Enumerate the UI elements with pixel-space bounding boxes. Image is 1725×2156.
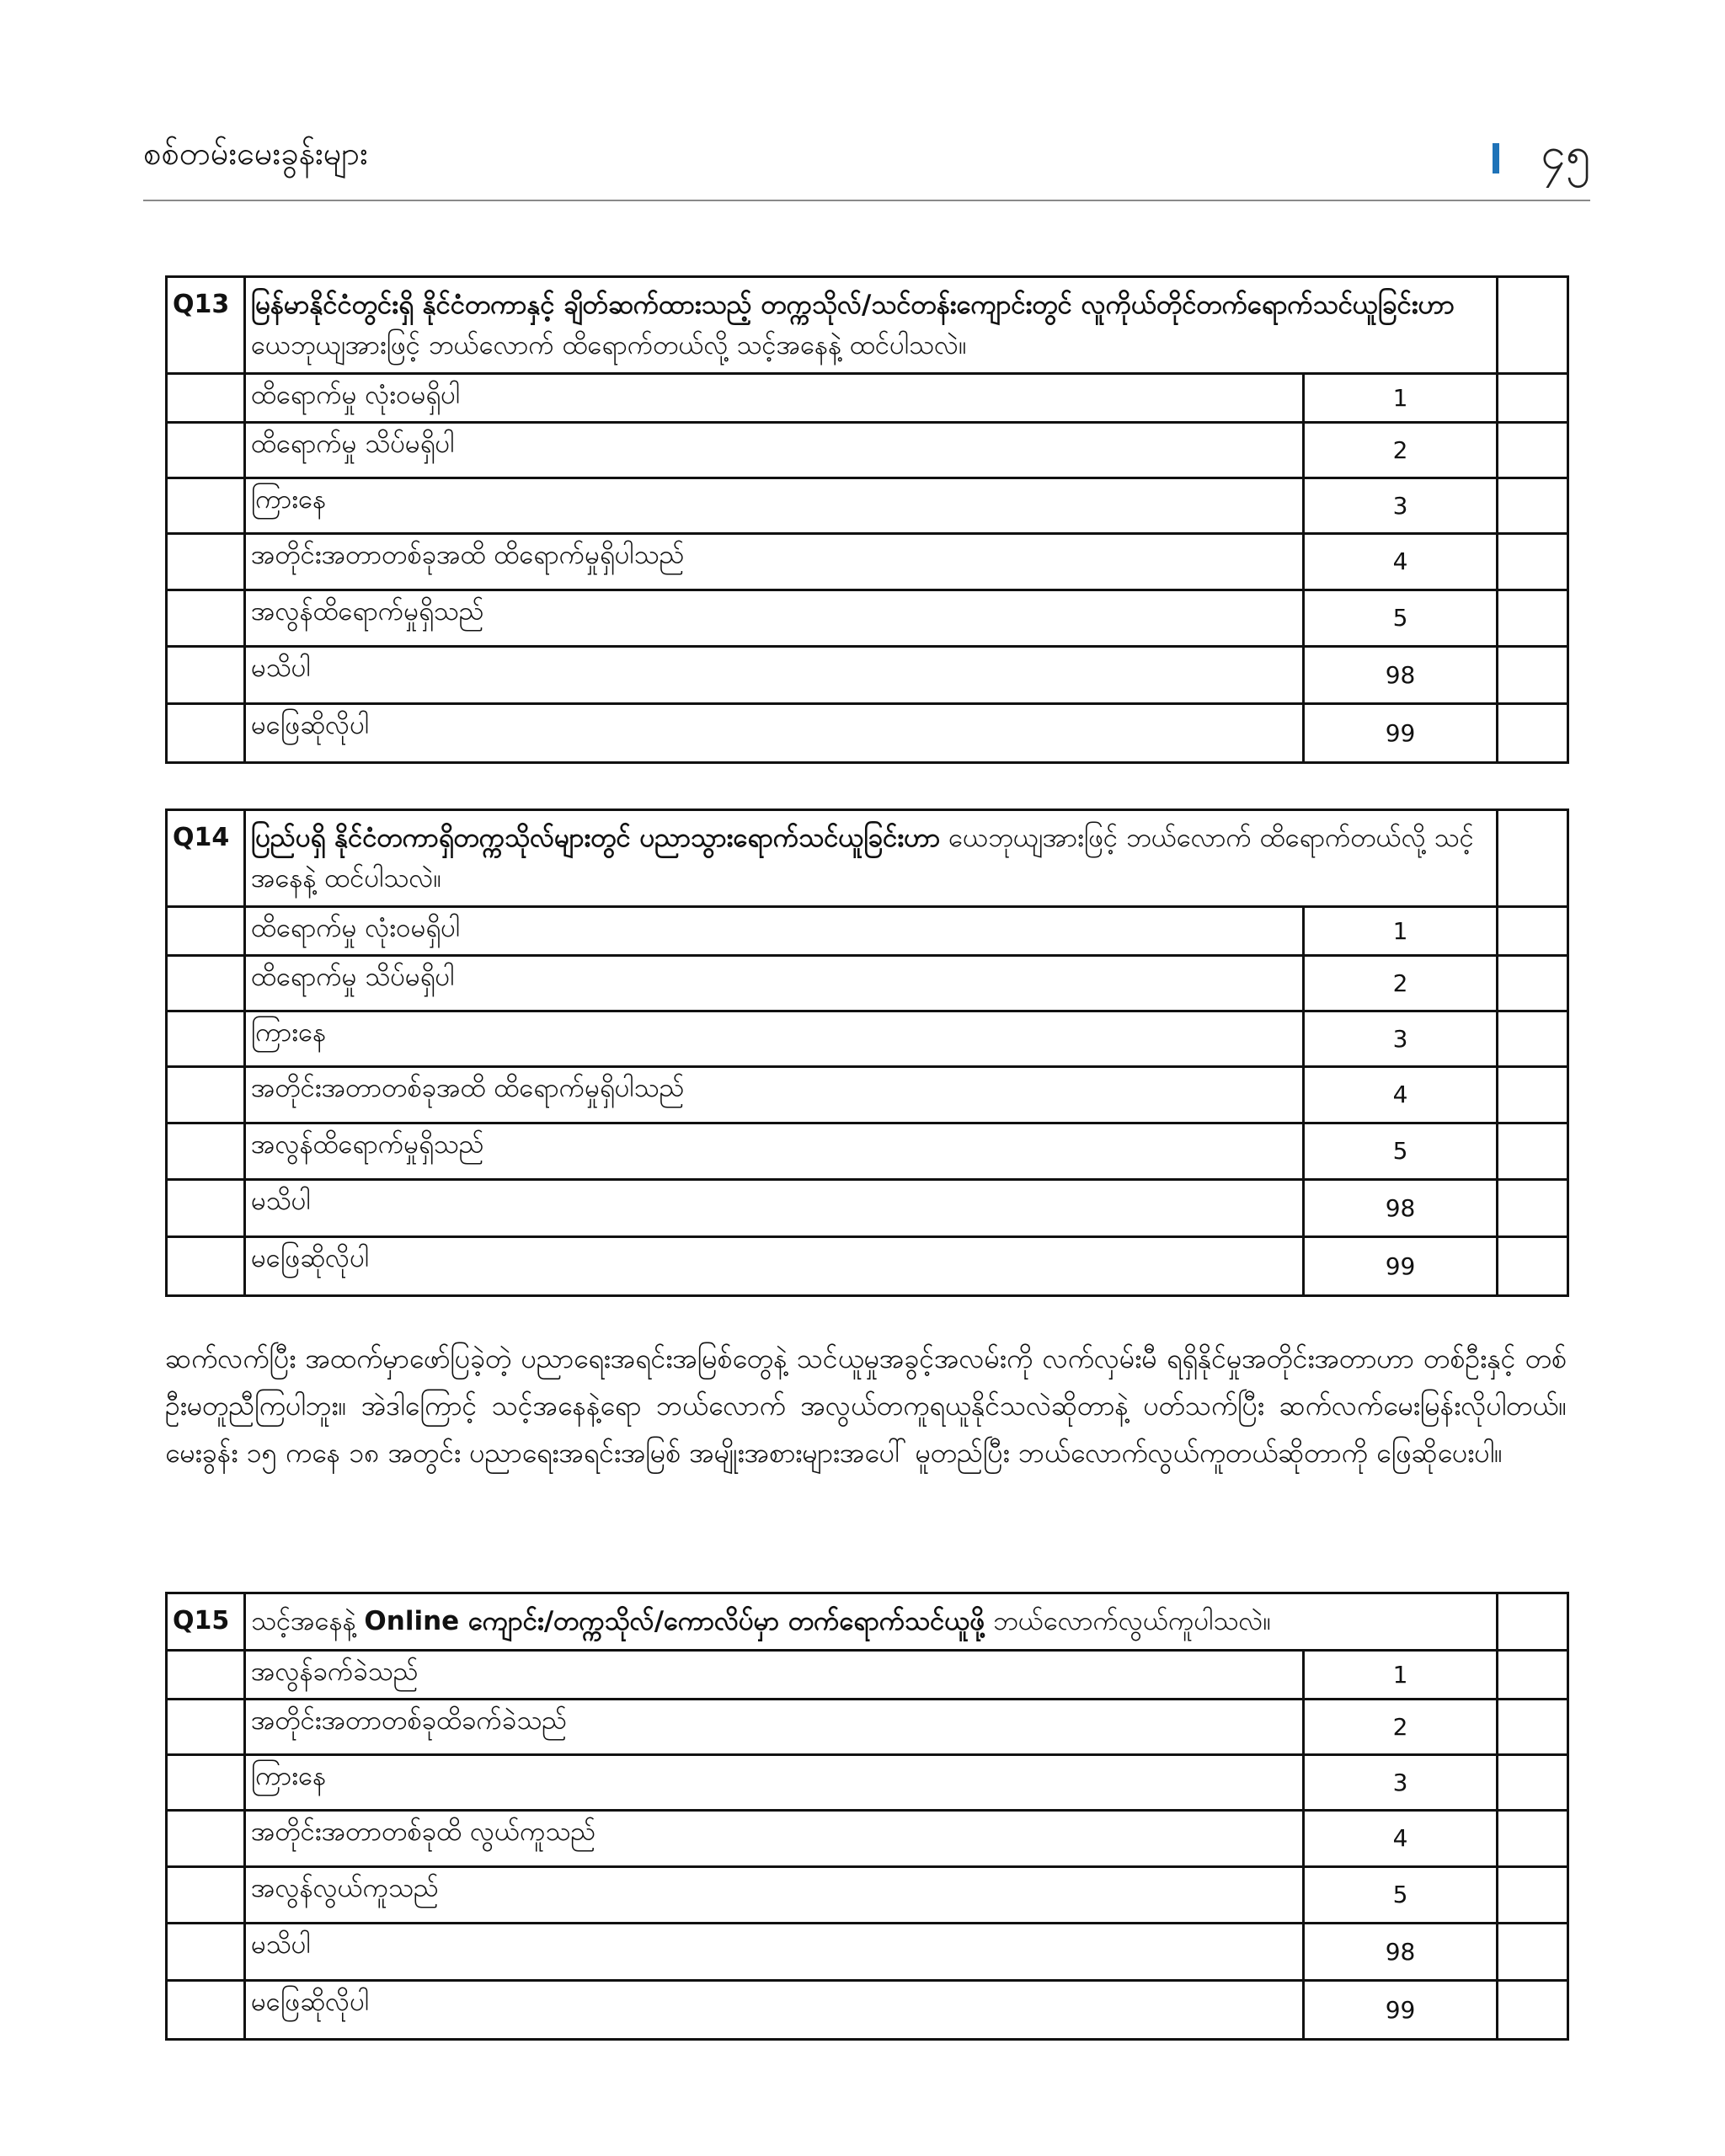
option-code: 99	[1304, 1237, 1498, 1296]
option-row	[167, 1237, 1568, 1296]
page-number-block	[1493, 126, 1591, 190]
option-label: မသိပါ	[245, 1924, 1304, 1981]
option-checkbox[interactable]	[1498, 1237, 1568, 1296]
option-checkbox[interactable]	[1498, 1011, 1568, 1067]
option-label: အတိုင်းအတာတစ်ခုထိ လွယ်ကူသည်	[245, 1811, 1304, 1867]
question-id: Q15	[167, 1593, 245, 1651]
option-code: 98	[1304, 1180, 1498, 1237]
option-row	[167, 1924, 1568, 1981]
option-checkbox[interactable]	[1498, 478, 1568, 534]
option-label: အတိုင်းအတာတစ်ခုအထိ ထိရောက်မှုရှိပါသည်	[245, 1067, 1304, 1123]
option-label: အလွန်ထိရောက်မှုရှိသည်	[245, 1123, 1304, 1180]
option-code: 3	[1304, 1011, 1498, 1067]
page-number: ၄၅	[1541, 129, 1590, 179]
option-code: 4	[1304, 534, 1498, 590]
option-checkbox[interactable]	[1498, 374, 1568, 423]
option-checkbox[interactable]	[1498, 590, 1568, 647]
running-title: စစ်တမ်းမေးခွန်းများ	[143, 135, 368, 172]
option-row	[167, 1123, 1568, 1180]
option-row	[167, 704, 1568, 763]
option-checkbox[interactable]	[1498, 1123, 1568, 1180]
option-label: အလွန်လွယ်ကူသည်	[245, 1867, 1304, 1924]
option-row	[167, 1011, 1568, 1067]
option-checkbox[interactable]	[1498, 1981, 1568, 2040]
question-rest-text: ယေဘုယျအားဖြင့် ဘယ်လောက် ထိရောက်တယ်လို့ သင့်အနေနဲ့ ထင်ပါသလဲ။	[251, 823, 1474, 894]
question-row	[167, 1593, 1568, 1651]
option-code: 2	[1304, 1700, 1498, 1755]
question-bold-text: ပြည်ပရှိ နိုင်ငံတကာရှိတက္ကသိုလ်များတွင် ပညာသွားရောက်သင်ယူခြင်းဟာ	[251, 823, 941, 853]
option-code: 98	[1304, 1924, 1498, 1981]
option-label: ထိရောက်မှု လုံးဝမရှိပါ	[245, 907, 1304, 956]
question-text	[245, 277, 1498, 374]
question-id: Q14	[167, 810, 245, 907]
question-row	[167, 810, 1568, 907]
option-label: ကြားနေ	[245, 1011, 1304, 1067]
option-code: 99	[1304, 704, 1498, 763]
option-label: အတိုင်းအတာတစ်ခုထိခက်ခဲသည်	[245, 1700, 1304, 1755]
option-row	[167, 647, 1568, 704]
question-row	[167, 277, 1568, 374]
option-label: အလွန်ထိရောက်မှုရှိသည်	[245, 590, 1304, 647]
option-code: 1	[1304, 907, 1498, 956]
header-divider	[143, 200, 1590, 201]
option-row	[167, 423, 1568, 478]
option-row	[167, 1755, 1568, 1811]
option-row	[167, 1981, 1568, 2040]
option-checkbox[interactable]	[1498, 534, 1568, 590]
answer-box[interactable]	[1498, 1593, 1568, 1651]
option-row	[167, 956, 1568, 1011]
option-label: မဖြေဆိုလိုပါ	[245, 1981, 1304, 2040]
option-label: မသိပါ	[245, 647, 1304, 704]
accent-bar	[1493, 143, 1499, 173]
option-code: 1	[1304, 1651, 1498, 1700]
question-pre-text: သင့်အနေနဲ့	[251, 1606, 356, 1636]
option-code: 98	[1304, 647, 1498, 704]
question-text	[245, 1593, 1498, 1651]
option-code: 4	[1304, 1067, 1498, 1123]
option-code: 3	[1304, 478, 1498, 534]
option-checkbox[interactable]	[1498, 1700, 1568, 1755]
option-label: မဖြေဆိုလိုပါ	[245, 704, 1304, 763]
option-checkbox[interactable]	[1498, 1924, 1568, 1981]
option-code: 5	[1304, 1867, 1498, 1924]
answer-box[interactable]	[1498, 277, 1568, 374]
option-row	[167, 1180, 1568, 1237]
option-checkbox[interactable]	[1498, 1811, 1568, 1867]
option-label: အတိုင်းအတာတစ်ခုအထိ ထိရောက်မှုရှိပါသည်	[245, 534, 1304, 590]
option-row	[167, 1651, 1568, 1700]
option-checkbox[interactable]	[1498, 907, 1568, 956]
option-row	[167, 907, 1568, 956]
option-label: ထိရောက်မှု သိပ်မရှိပါ	[245, 423, 1304, 478]
option-checkbox[interactable]	[1498, 1651, 1568, 1700]
option-row	[167, 590, 1568, 647]
option-row	[167, 1067, 1568, 1123]
question-text	[245, 810, 1498, 907]
option-checkbox[interactable]	[1498, 1067, 1568, 1123]
option-checkbox[interactable]	[1498, 1180, 1568, 1237]
intro-paragraph: ဆက်လက်ပြီး အထက်မှာဖော်ပြခဲ့တဲ့ ပညာရေးအရင်းအမြစ်တွေနဲ့ သင်ယူမှုအခွင့်အလမ်းကို လက်လှမ်းမီ ရရှိနိုင်မှုအတိုင်းအတာဟာ တစ်ဦးနှင့် တစ်ဦးမတူညီကြပါဘူး။ အဲဒါကြောင့် သင့်အနေနဲ့ရော ဘယ်လောက် အလွယ်တကူရယူနိုင်သလဲဆိုတာနဲ့ ပတ်သက်ပြီး ဆက်လက်မေးမြန်းလိုပါတယ်။ မေးခွန်း ၁၅ ကနေ ၁၈ အတွင်း ပညာရေးအရင်းအမြစ် အမျိုးအစားများအပေါ် မူတည်ပြီး ဘယ်လောက်လွယ်ကူတယ်ဆိုတာကို ဖြေဆိုပေးပါ။	[165, 1342, 1567, 1469]
question-table-q13	[165, 275, 1569, 764]
option-label: ထိရောက်မှု လုံးဝမရှိပါ	[245, 374, 1304, 423]
option-code: 4	[1304, 1811, 1498, 1867]
option-label: အလွန်ခက်ခဲသည်	[245, 1651, 1304, 1700]
question-bold-text: Online ကျောင်း/တက္ကသိုလ်/ကောလိပ်မှာ တက်ရောက်သင်ယူဖို့	[364, 1606, 985, 1636]
option-checkbox[interactable]	[1498, 1755, 1568, 1811]
option-code: 3	[1304, 1755, 1498, 1811]
option-code: 5	[1304, 590, 1498, 647]
option-label: ကြားနေ	[245, 478, 1304, 534]
option-row	[167, 1811, 1568, 1867]
option-row	[167, 534, 1568, 590]
option-checkbox[interactable]	[1498, 647, 1568, 704]
option-code: 5	[1304, 1123, 1498, 1180]
option-code: 1	[1304, 374, 1498, 423]
option-row	[167, 1700, 1568, 1755]
option-code: 99	[1304, 1981, 1498, 2040]
option-code: 2	[1304, 956, 1498, 1011]
question-rest-text: ဘယ်လောက်လွယ်ကူပါသလဲ။	[993, 1606, 1271, 1636]
option-checkbox[interactable]	[1498, 956, 1568, 1011]
question-rest-text: ယေဘုယျအားဖြင့် ဘယ်လောက် ထိရောက်တယ်လို့ သင့်အနေနဲ့ ထင်ပါသလဲ။	[251, 330, 967, 360]
option-checkbox[interactable]	[1498, 423, 1568, 478]
question-id: Q13	[167, 277, 245, 374]
option-checkbox[interactable]	[1498, 1867, 1568, 1924]
option-row	[167, 374, 1568, 423]
option-label: ထိရောက်မှု သိပ်မရှိပါ	[245, 956, 1304, 1011]
question-table-q15	[165, 1592, 1569, 2041]
question-bold-text: မြန်မာနိုင်ငံတွင်းရှိ နိုင်ငံတကာနှင့် ချိတ်ဆက်ထားသည့် တက္ကသိုလ်/သင်တန်းကျောင်းတွင် လူကိုယ်တိုင်တက်ရောက်သင်ယူခြင်းဟာ	[251, 290, 1455, 320]
option-row	[167, 1867, 1568, 1924]
option-label: ကြားနေ	[245, 1755, 1304, 1811]
answer-box[interactable]	[1498, 810, 1568, 907]
option-label: မသိပါ	[245, 1180, 1304, 1237]
option-checkbox[interactable]	[1498, 704, 1568, 763]
option-code: 2	[1304, 423, 1498, 478]
question-table-q14	[165, 808, 1569, 1297]
option-row	[167, 478, 1568, 534]
option-label: မဖြေဆိုလိုပါ	[245, 1237, 1304, 1296]
page-header	[143, 118, 1590, 202]
